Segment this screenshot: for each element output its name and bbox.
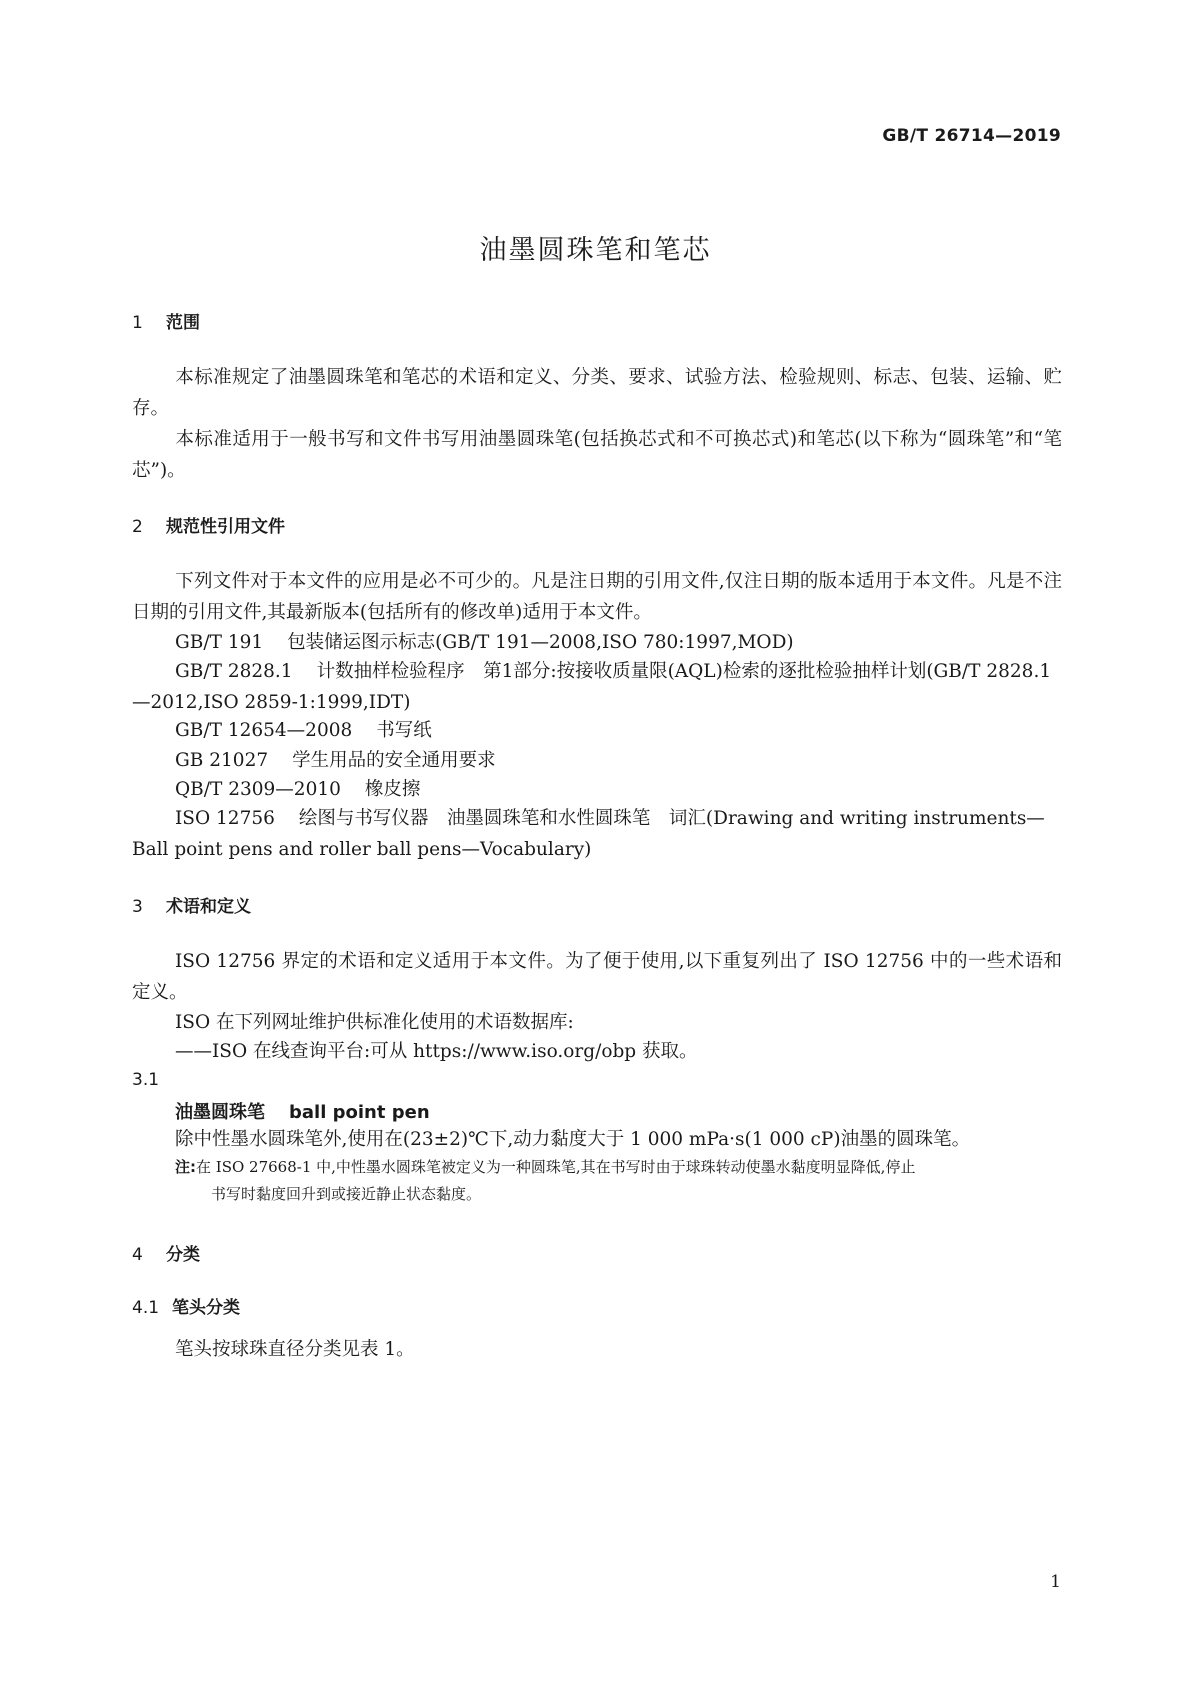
section-2-paragraph-1: 下列文件对于本文件的应用是必不可少的。凡是注日期的引用文件,仅注日期的版本适用于本文件。凡是不注日期的引用文件,其最新版本(包括所有的修改单)适用于本文件。 (132, 571, 1062, 623)
term-name (175, 1098, 430, 1124)
reference-title: 绘图与书写仪器 油墨圆珠笔和水性圆珠笔 词汇(Drawing and writing instruments—Ball point pens and roller ball pens—Vocabulary) (132, 808, 1045, 860)
subsection-number: 4.1 (132, 1298, 160, 1318)
section-1-heading (132, 308, 200, 333)
section-title: 分类 (166, 1245, 200, 1265)
page-number: 1 (1050, 1572, 1061, 1592)
reference-code: GB/T 2828.1 (175, 661, 293, 682)
normative-reference (175, 745, 1062, 776)
reference-title: 橡皮擦 (364, 779, 421, 800)
normative-reference (175, 627, 1062, 658)
reference-code: ISO 12756 (175, 808, 275, 829)
section-3-paragraph-1: ISO 12756 界定的术语和定义适用于本文件。为了便于使用,以下重复列出了 ISO 12756 中的一些术语和定义。 (132, 951, 1062, 1003)
normative-reference (132, 803, 1062, 865)
section-1-paragraph-2: 本标准适用于一般书写和文件书写用油墨圆珠笔(包括换芯式和不可换芯式)和笔芯(以下称为“圆珠笔”和“笔芯”)。 (132, 429, 1062, 481)
reference-title: 学生用品的安全通用要求 (292, 750, 496, 771)
reference-code: GB/T 191 (175, 632, 264, 653)
section-4-heading (132, 1240, 200, 1265)
section-3-paragraph-3: ——ISO 在线查询平台:可从 https://www.iso.org/obp 获取。 (175, 1041, 698, 1062)
normative-reference (175, 774, 1062, 805)
reference-title: 书写纸 (376, 720, 432, 741)
section-2-heading (132, 512, 285, 537)
section-3-paragraph-2: ISO 在下列网址维护供标准化使用的术语数据库: (175, 1012, 574, 1033)
term-note (175, 1154, 1062, 1208)
term-name-english: ball point pen (289, 1102, 430, 1123)
subsection-4-1-heading (132, 1293, 240, 1318)
term-definition: 除中性墨水圆珠笔外,使用在(23±2)℃下,动力黏度大于 1 000 mPa·s(1 000 cP)油墨的圆珠笔。 (175, 1129, 971, 1150)
section-3-heading (132, 892, 251, 917)
section-1-paragraph-1: 本标准规定了油墨圆珠笔和笔芯的术语和定义、分类、要求、试验方法、检验规则、标志、包装、运输、贮存。 (132, 367, 1062, 419)
section-number: 4 (132, 1245, 143, 1265)
section-title: 规范性引用文件 (166, 517, 285, 537)
reference-code: GB/T 12654—2008 (175, 720, 353, 741)
section-number: 2 (132, 517, 143, 537)
section-number: 1 (132, 313, 143, 333)
document-title: 油墨圆珠笔和笔芯 (479, 235, 712, 266)
reference-title: 包装储运图示标志(GB/T 191—2008,ISO 780:1997,MOD) (287, 632, 794, 653)
reference-code: GB 21027 (175, 750, 269, 771)
term-name-chinese: 油墨圆珠笔 (175, 1102, 265, 1123)
normative-reference (132, 656, 1062, 718)
normative-reference (175, 715, 1062, 746)
section-title: 范围 (166, 313, 200, 333)
section-number: 3 (132, 897, 143, 917)
note-text-line-2: 书写时黏度回升到或接近静止状态黏度。 (211, 1185, 482, 1203)
section-title: 术语和定义 (166, 897, 251, 917)
section-4-1-paragraph-1: 笔头按球珠直径分类见表 1。 (175, 1339, 415, 1360)
standard-number: GB/T 26714—2019 (882, 126, 1061, 146)
note-text-line-1: 在 ISO 27668-1 中,中性墨水圆珠笔被定义为一种圆珠笔,其在书写时由于球珠转动使墨水黏度明显降低,停止 (196, 1158, 916, 1176)
subsection-title: 笔头分类 (172, 1298, 240, 1318)
reference-title: 计数抽样检验程序 第1部分:按接收质量限(AQL)检索的逐批检验抽样计划(GB/T 2828.1—2012,ISO 2859-1:1999,IDT) (132, 661, 1052, 713)
reference-code: QB/T 2309—2010 (175, 779, 341, 800)
term-number: 3.1 (132, 1070, 160, 1090)
note-label: 注: (175, 1158, 196, 1176)
